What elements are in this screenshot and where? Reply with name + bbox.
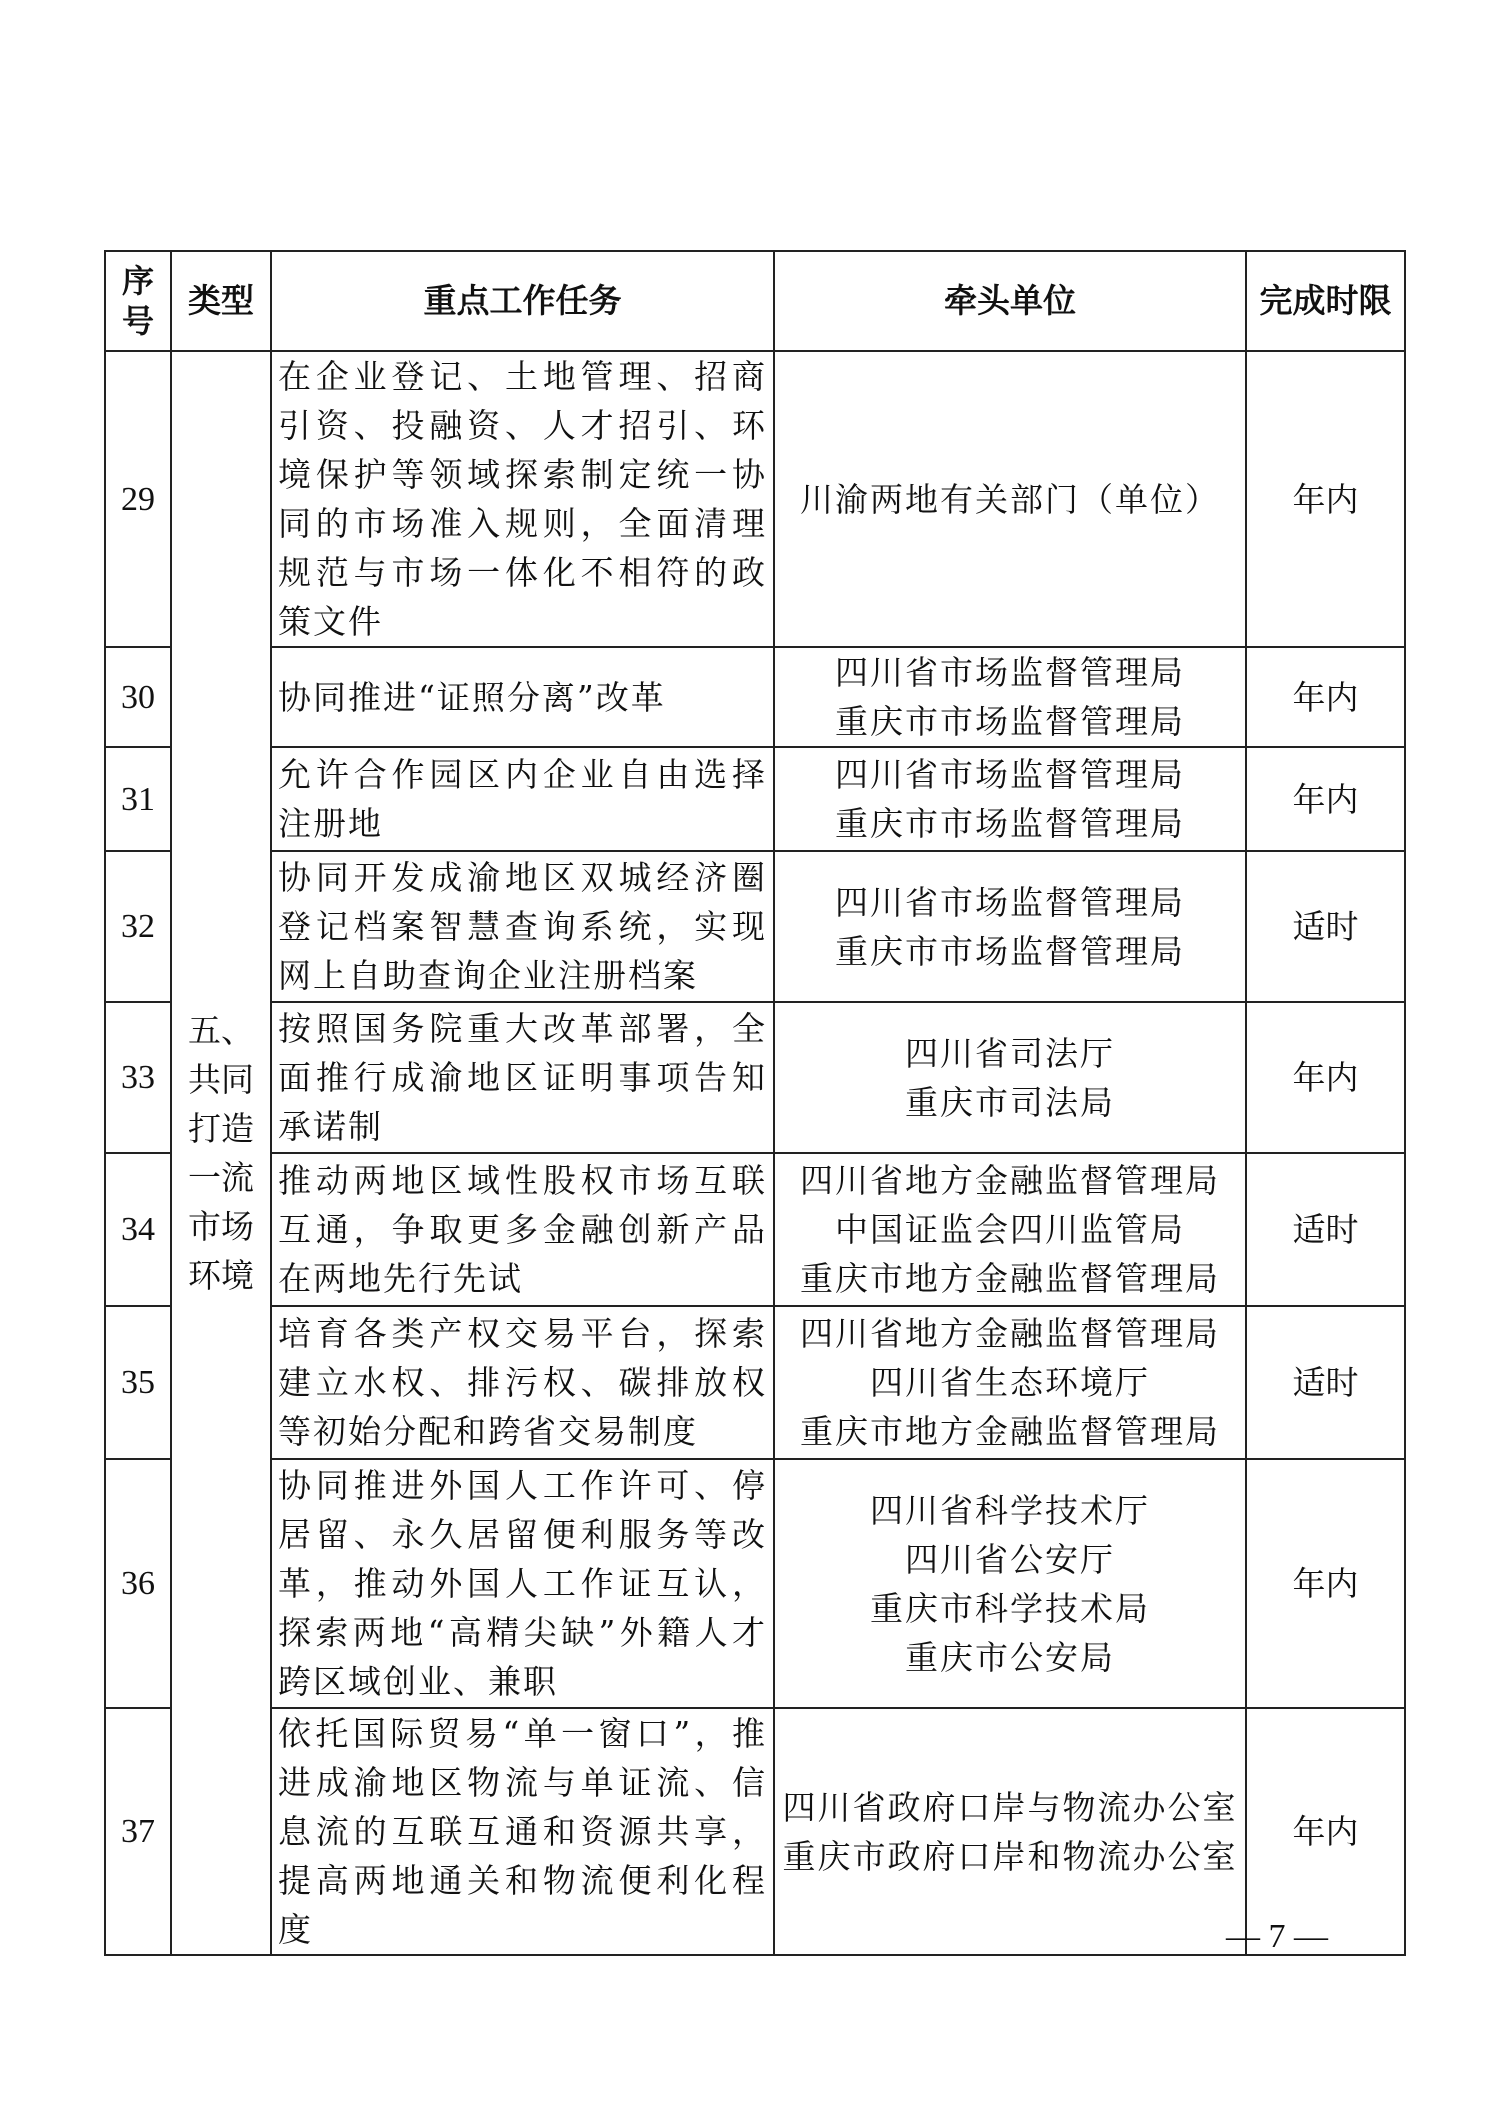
lead-unit-name: 重庆市公安局 [905, 1637, 1115, 1677]
lead-unit-name: 四川省公安厅 [905, 1539, 1115, 1579]
table-row [105, 1708, 1405, 1955]
row-deadline: 适时 [1246, 851, 1405, 1002]
row-task: 培育各类产权交易平台，探索建立水权、排污权、碳排放权等初始分配和跨省交易制度 [271, 1306, 774, 1459]
table-row [105, 1306, 1405, 1459]
lead-unit-name: 四川省地方金融监督管理局 [800, 1314, 1220, 1353]
row-deadline: 年内 [1246, 747, 1405, 851]
lead-unit-name: 重庆市地方金融监督管理局 [800, 1412, 1220, 1451]
lead-unit-name: 四川省生态环境厅 [870, 1363, 1150, 1402]
category-cell: 五、共同打造一流市场环境 [171, 351, 271, 1955]
table-row [105, 747, 1405, 851]
header-seq: 序号 [105, 251, 171, 351]
header-lead-unit: 牵头单位 [774, 251, 1246, 351]
table-row [105, 851, 1405, 1002]
lead-unit-name: 四川省市场监督管理局 [835, 755, 1185, 794]
row-task: 推动两地区域性股权市场互联互通，争取更多金融创新产品在两地先行先试 [271, 1153, 774, 1306]
row-lead-unit [774, 1708, 1246, 1955]
header-deadline: 完成时限 [1246, 251, 1405, 351]
lead-unit-name: 四川省政府口岸与物流办公室 [782, 1787, 1238, 1827]
task-table [104, 250, 1406, 1956]
row-seq: 34 [105, 1153, 171, 1306]
page-number: — 7 — [1226, 1918, 1328, 1955]
lead-unit-name: 四川省司法厅 [905, 1033, 1115, 1073]
row-deadline: 年内 [1246, 1459, 1405, 1708]
row-task: 依托国际贸易“单一窗口”，推进成渝地区物流与单证流、信息流的互联互通和资源共享，提高两地通关和物流便利化程度 [271, 1708, 774, 1955]
lead-unit-name: 重庆市司法局 [905, 1082, 1115, 1122]
row-task: 协同推进外国人工作许可、停居留、永久居留便利服务等改革，推动外国人工作证互认，探索两地“高精尖缺”外籍人才跨区域创业、兼职 [271, 1459, 774, 1708]
lead-unit-name: 四川省地方金融监督管理局 [800, 1161, 1220, 1200]
lead-unit-name: 重庆市地方金融监督管理局 [800, 1259, 1220, 1298]
row-deadline: 适时 [1246, 1153, 1405, 1306]
row-task: 协同推进“证照分离”改革 [271, 647, 774, 747]
lead-unit-name: 重庆市科学技术局 [870, 1588, 1150, 1628]
row-lead-unit [774, 1002, 1246, 1153]
lead-unit-name: 四川省科学技术厅 [870, 1490, 1150, 1530]
table-row [105, 1002, 1405, 1153]
row-lead-unit [774, 1306, 1246, 1459]
row-task: 允许合作园区内企业自由选择注册地 [271, 747, 774, 851]
row-deadline: 年内 [1246, 1002, 1405, 1153]
table-header-row [105, 251, 1405, 351]
row-seq: 36 [105, 1459, 171, 1708]
lead-unit-name: 四川省市场监督管理局 [835, 653, 1185, 692]
table-row [105, 1459, 1405, 1708]
row-seq: 33 [105, 1002, 171, 1153]
row-seq: 32 [105, 851, 171, 1002]
table-row [105, 1153, 1405, 1306]
lead-unit-name: 重庆市市场监督管理局 [835, 702, 1185, 741]
lead-unit-name: 重庆市市场监督管理局 [835, 931, 1185, 971]
row-task: 按照国务院重大改革部署，全面推行成渝地区证明事项告知承诺制 [271, 1002, 774, 1153]
row-seq: 35 [105, 1306, 171, 1459]
row-lead-unit [774, 1153, 1246, 1306]
row-lead-unit [774, 1459, 1246, 1708]
lead-unit-name: 四川省市场监督管理局 [835, 882, 1185, 922]
lead-unit-name: 重庆市市场监督管理局 [835, 804, 1185, 843]
lead-unit-name: 中国证监会四川监管局 [835, 1210, 1185, 1249]
row-seq: 30 [105, 647, 171, 747]
table-row [105, 351, 1405, 647]
row-deadline: 适时 [1246, 1306, 1405, 1459]
row-seq: 37 [105, 1708, 171, 1955]
header-category: 类型 [171, 251, 271, 351]
table-row [105, 647, 1405, 747]
row-task: 在企业登记、土地管理、招商引资、投融资、人才招引、环境保护等领域探索制定统一协同的市场准入规则，全面清理规范与市场一体化不相符的政策文件 [271, 351, 774, 647]
row-seq: 31 [105, 747, 171, 851]
row-lead-unit [774, 647, 1246, 747]
row-deadline: 年内 [1246, 1708, 1405, 1955]
row-seq: 29 [105, 351, 171, 647]
header-task: 重点工作任务 [271, 251, 774, 351]
row-lead-unit [774, 351, 1246, 647]
row-deadline: 年内 [1246, 647, 1405, 747]
row-task: 协同开发成渝地区双城经济圈登记档案智慧查询系统，实现网上自助查询企业注册档案 [271, 851, 774, 1002]
row-deadline: 年内 [1246, 351, 1405, 647]
lead-unit-name: 川渝两地有关部门（单位） [800, 479, 1220, 519]
row-lead-unit [774, 747, 1246, 851]
lead-unit-name: 重庆市政府口岸和物流办公室 [782, 1836, 1238, 1876]
row-lead-unit [774, 851, 1246, 1002]
